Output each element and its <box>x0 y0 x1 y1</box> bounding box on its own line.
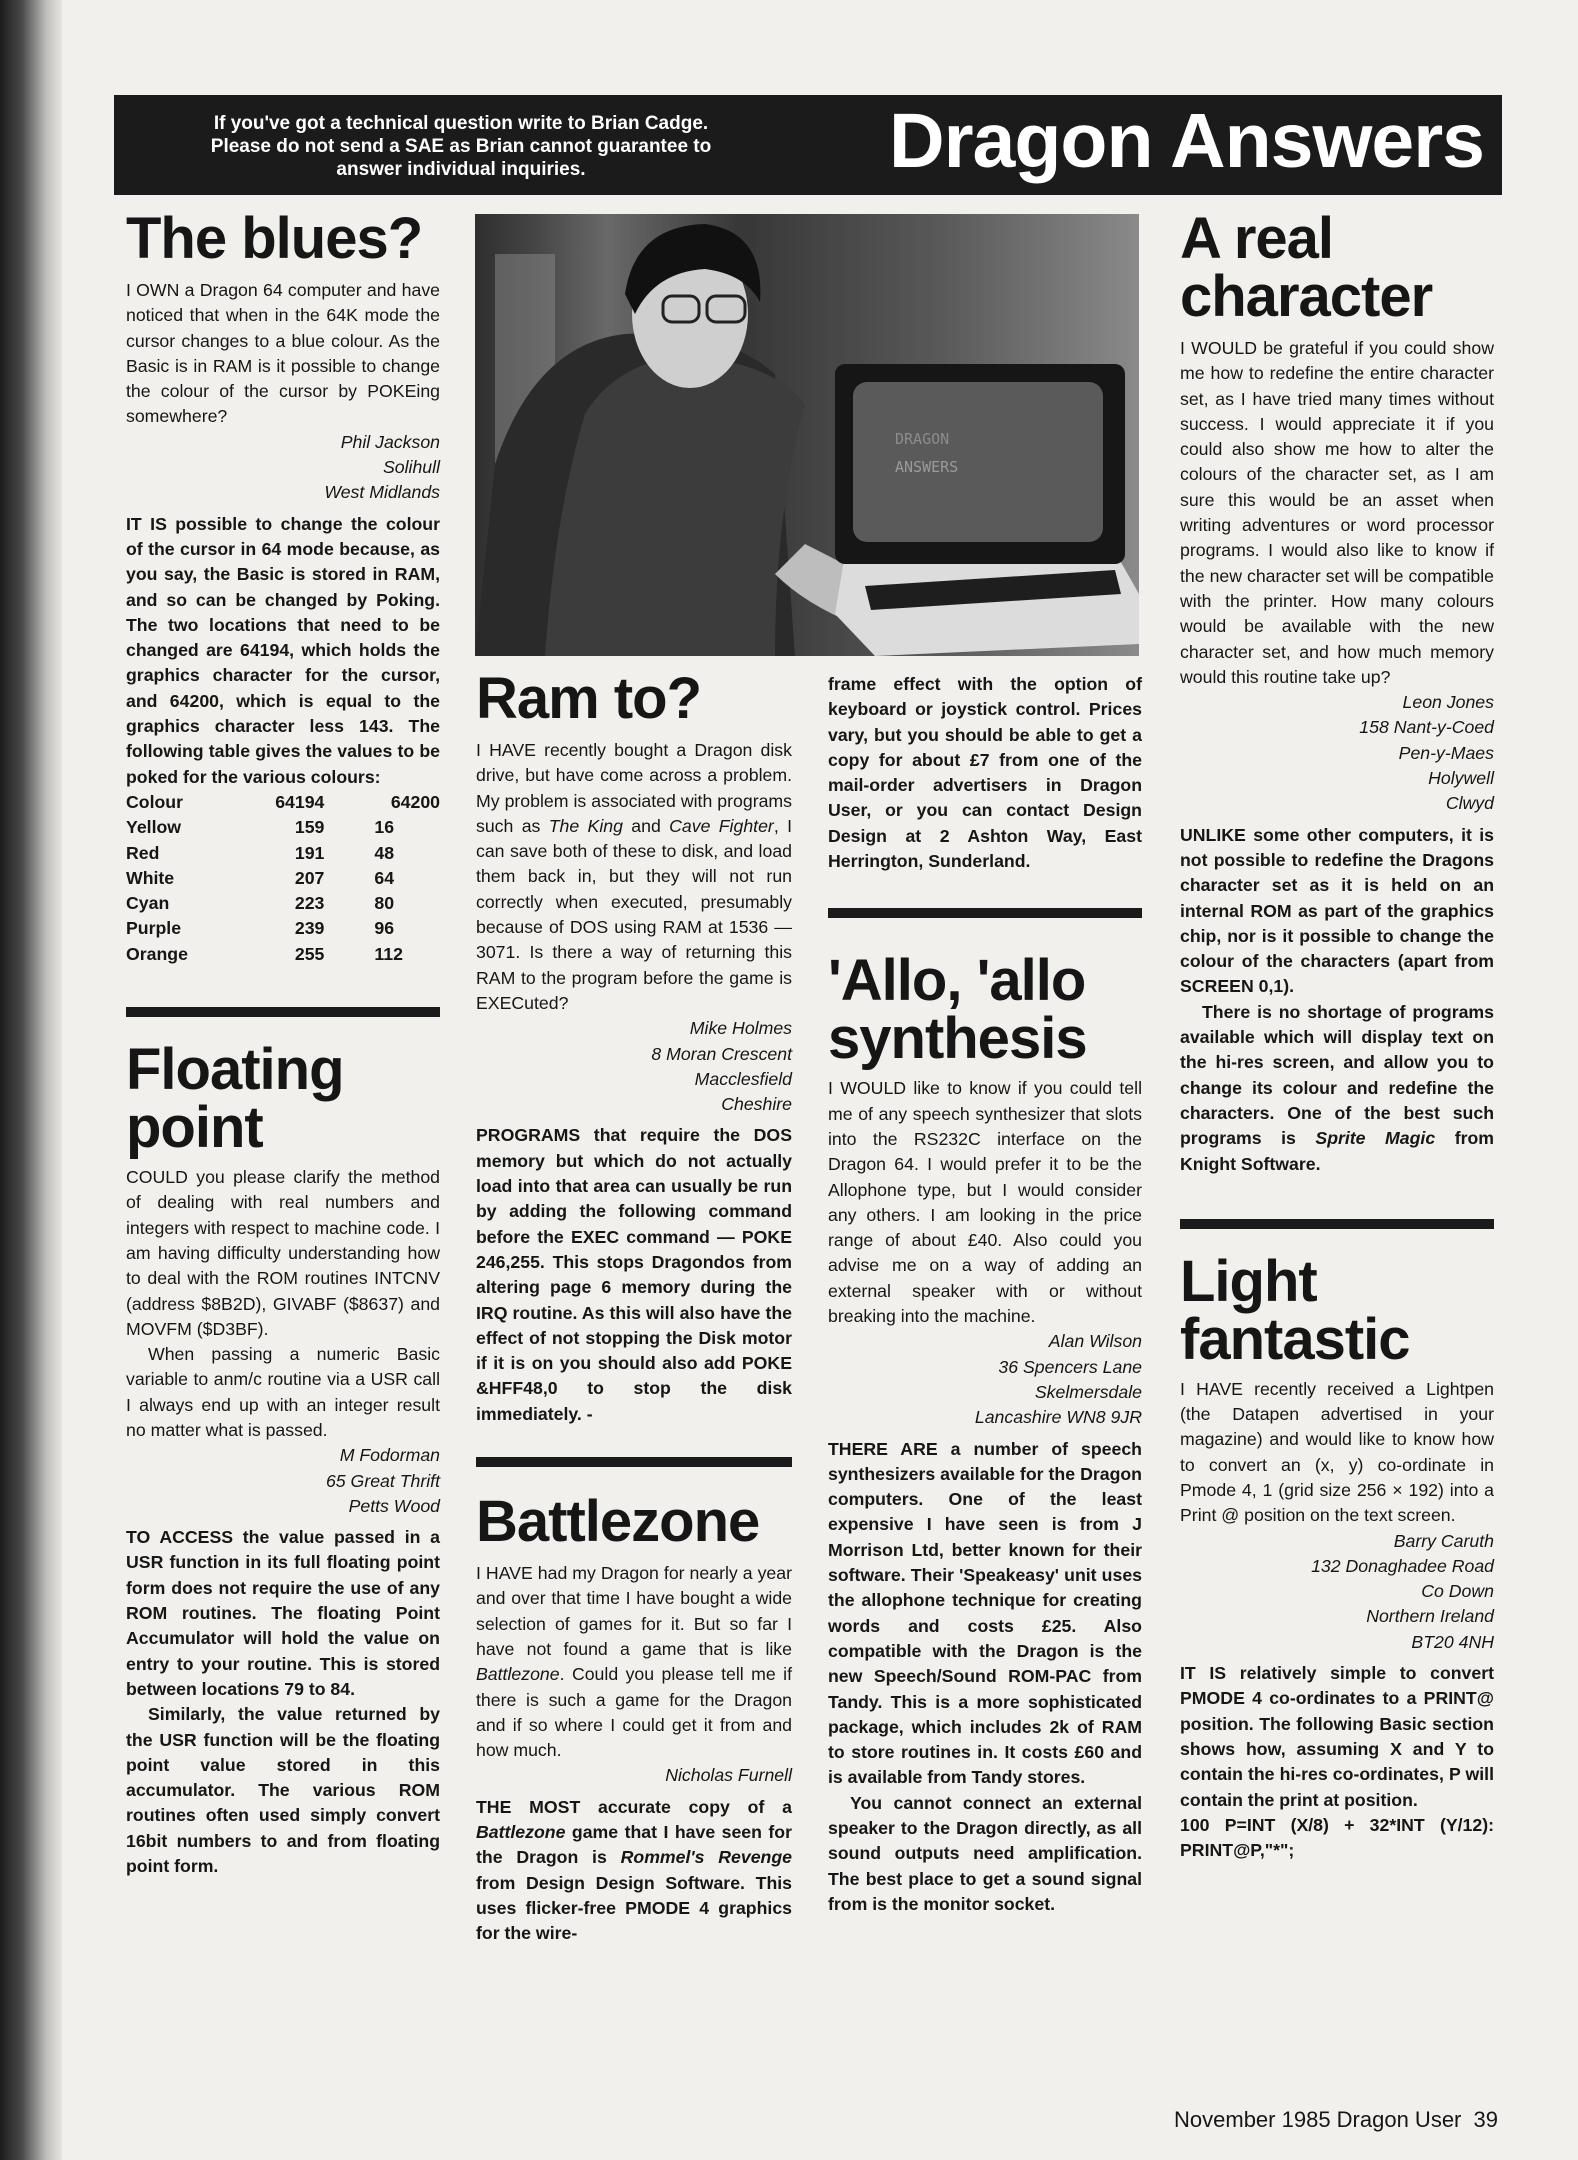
text-run: and <box>622 815 670 836</box>
floating-headline <box>126 1037 440 1161</box>
headline-line: Floating <box>126 1037 344 1103</box>
signature-line: Macclesfield <box>694 1068 792 1089</box>
signature-line: Solihull <box>382 457 440 478</box>
signature-line: Phil Jackson <box>340 431 440 452</box>
character-question: I WOULD be grateful if you could show me how to redefine the entire character set, as I have tried many times without success. I would appreciate it if you could also show me how to alter the colours of the character set, as I am sure this would be an asset when writing adventures or word processor programs. I would also like to know if the new character set will be compatible with the printer. How many colours would be available with the new character set, and how much memory would this routine take up? <box>1180 338 1494 687</box>
photo-brian-cadge <box>475 214 1139 656</box>
headline-line: character <box>1180 264 1433 329</box>
blues-question: I OWN a Dragon 64 computer and have noticed that when in the 64K mode the cursor changes to a blue colour. As the Basic is in RAM is it possible to change the colour of the cursor by POKEing somewhere? <box>126 280 440 427</box>
ram-answer: PROGRAMS that require the DOS memory but which do not actually load into that area can usually be run by adding the following command before the EXEC command — POKE 246,255. This stops Dragondos from altering page 6 memory during the IRQ routine. As this will also have the effect of not stopping the Disk motor if it is on you should also add POKE &HFF48,0 to stop the disk immediately. - <box>476 1125 792 1424</box>
blues-headline: The blues? <box>126 206 423 271</box>
allo-answer-2: You cannot connect an external speaker to the Dragon directly, as all sound outputs need amplification. The best place to get a sound signal from is the monitor socket. <box>828 1792 1142 1914</box>
table-cell: Red <box>126 842 160 863</box>
header-bar <box>114 95 1502 195</box>
floating-answer: TO ACCESS the value passed in a USR function in its full floating point form does not require the use of any ROM routines. The floating Point Accumulator will hold the value on entry to your routine. This is stored between locations 79 to 84. <box>126 1527 440 1699</box>
headline-line: A real <box>1180 206 1334 271</box>
page-number: 39 <box>1473 2107 1498 2132</box>
title-sprite-magic: Sprite Magic <box>1315 1128 1436 1149</box>
table-cell: 191 <box>294 842 325 863</box>
page-spine <box>0 0 62 2160</box>
ram-headline: Ram to? <box>476 666 701 731</box>
table-cell: 223 <box>294 893 325 914</box>
page-footer <box>1152 2105 1498 2135</box>
signature-line: 132 Donaghadee Road <box>1311 1555 1494 1576</box>
signature-line: Co Down <box>1421 1581 1494 1602</box>
colour-table <box>126 790 440 967</box>
light-headline <box>1180 1248 1494 1372</box>
table-cell: 112 <box>374 943 403 964</box>
text-run: game that I have seen for the Dragon is <box>476 1821 792 1868</box>
monitor-text-2: ANSWERS <box>895 458 959 476</box>
header-note-line: answer individual inquiries. <box>336 159 586 180</box>
allo-headline <box>828 948 1142 1072</box>
allo-signature <box>828 1329 1142 1430</box>
character-answer: UNLIKE some other computers, it is not possible to redefine the Dragons character set as it is held on an internal ROM as part of the graphics chip, nor is it possible to change the colour of the characters (apart from SCREEN 0,1). <box>1180 824 1494 997</box>
title-the-king: The King <box>548 815 623 836</box>
table-cell: 16 <box>374 817 395 838</box>
signature-line: 8 Moran Crescent <box>651 1043 792 1064</box>
table-row <box>126 916 440 941</box>
headline-line: point <box>126 1095 263 1161</box>
column-2 <box>476 666 792 1946</box>
table-header-row <box>126 790 440 815</box>
floating-question: COULD you please clarify the method of dealing with real numbers and integers with respect to machine code. I am having difficulty understanding how to deal with the ROM routines INTCNV (address $8B2D), GIVABF ($8637) and MOVFM ($D3BF). <box>126 1167 440 1339</box>
signature-line: Nicholas Furnell <box>665 1765 792 1786</box>
table-cell: 255 <box>294 943 325 964</box>
table-cell: 96 <box>374 918 395 939</box>
headline-line: fantastic <box>1180 1306 1410 1372</box>
signature-line: 158 Nant-y-Coed <box>1359 717 1494 738</box>
text-run: from Knight Software. <box>1180 1128 1494 1174</box>
table-cell: 159 <box>294 817 325 838</box>
signature-line: Lancashire WN8 9JR <box>974 1407 1142 1428</box>
header-note-line: Please do not send a SAE as Brian cannot guarantee to <box>210 136 712 157</box>
battlezone-answer <box>476 1795 792 1947</box>
signature-line: Leon Jones <box>1402 692 1494 713</box>
page-title: Dragon Answers <box>888 98 1484 184</box>
text-run: I HAVE had my Dragon for nearly a year and over that time I have bought a wide selection of games for it. But so far I have not found a game that is like <box>476 1563 792 1659</box>
footer-text: November 1985 Dragon User <box>1174 2107 1462 2132</box>
light-signature <box>1180 1529 1494 1655</box>
ram-question <box>476 738 792 1016</box>
signature-line: Skelmersdale <box>1034 1381 1142 1402</box>
headline-line: 'Allo, 'allo <box>828 948 1086 1014</box>
table-cell: Purple <box>126 918 182 939</box>
light-question: I HAVE recently received a Lightpen (the Datapen advertised in your magazine) and would like to know how to convert an (x, y) co-ordinate in Pmode 4, 1 (grid size 256 × 192) into a Print @ position on the text screen. <box>1180 1378 1494 1526</box>
signature-line: West Midlands <box>324 482 440 503</box>
text-run: I HAVE recently bought a Dragon disk drive, but have come across a problem. My problem is associated with programs such as <box>476 740 792 836</box>
table-cell: Orange <box>126 943 188 964</box>
signature-line: Alan Wilson <box>1048 1331 1142 1352</box>
table-cell: 48 <box>374 842 395 863</box>
light-code: 100 P=INT (X/8) + 32*INT (Y/12): PRINT@P,"*"; <box>1180 1814 1494 1861</box>
signature-line: Petts Wood <box>348 1495 440 1516</box>
character-signature <box>1180 690 1494 816</box>
signature-line: M Fodorman <box>339 1445 440 1466</box>
table-row <box>126 841 440 866</box>
ram-signature <box>476 1016 792 1117</box>
column-1 <box>126 206 440 1879</box>
table-row <box>126 891 440 916</box>
light-answer: IT IS relatively simple to convert PMODE 4 co-ordinates to a PRINT@ position. The following Basic section shows how, assuming X and Y to contain the hi-res co-ordinates, P will contain the print at position. <box>1180 1663 1494 1810</box>
floating-signature <box>126 1443 440 1519</box>
title-rommels-revenge: Rommel's Revenge <box>620 1847 792 1868</box>
table-cell: 64 <box>374 867 395 888</box>
text-run: from Design Design Software. This uses flicker-free PMODE 4 graphics for the wire- <box>476 1872 792 1944</box>
battlezone-headline: Battlezone <box>476 1489 760 1555</box>
section-rule <box>828 908 1142 918</box>
signature-line: 65 Great Thrift <box>325 1470 440 1491</box>
column-3 <box>828 672 1142 1917</box>
title-battlezone: Battlezone <box>476 1664 560 1685</box>
signature-line: Northern Ireland <box>1366 1606 1494 1627</box>
table-header: Colour <box>126 791 183 812</box>
table-row <box>126 942 440 967</box>
table-cell: Cyan <box>126 893 170 914</box>
text-run: There is no shortage of programs available which will display text on the hi-res screen, and allow you to change its colour and redefine the characters. One of the best such programs is <box>1180 1001 1494 1149</box>
character-answer-2 <box>1180 1000 1494 1177</box>
blues-answer: IT IS possible to change the colour of the cursor in 64 mode because, as you say, the Basic is stored in RAM, and so can be changed by Poking. The two locations that need to be changed are 64194, which holds the graphics character for the cursor, and 64200, which is equal to the graphics character less 143. The following table gives the values to be poked for the various colours: <box>126 513 440 787</box>
floating-answer-2: Similarly, the value returned by the USR function will be the floating point value stored in this accumulator. The various ROM routines often used simply convert 16bit numbers to and from floating point form. <box>126 1704 440 1877</box>
title-cave-fighter: Cave Fighter <box>669 815 774 836</box>
section-rule <box>476 1457 792 1467</box>
battlezone-question <box>476 1561 792 1763</box>
table-cell: Yellow <box>126 817 182 838</box>
table-cell: 80 <box>374 893 395 914</box>
text-run: THE MOST accurate copy of a <box>476 1796 792 1817</box>
signature-line: Holywell <box>1428 768 1494 789</box>
headline-line: synthesis <box>828 1006 1087 1072</box>
header-note <box>126 112 796 181</box>
header-note-line: If you've got a technical question write to Brian Cadge. <box>213 113 709 134</box>
column-4 <box>1180 206 1494 1863</box>
signature-line: Mike Holmes <box>689 1018 792 1039</box>
signature-line: BT20 4NH <box>1411 1631 1494 1652</box>
table-row <box>126 815 440 840</box>
text-run: . Could you please tell me if there is such a game for the Dragon and if so where I could get it from and how much. <box>476 1664 792 1761</box>
character-headline <box>1180 206 1494 329</box>
floating-question-2: When passing a numeric Basic variable to anm/c routine via a USR call I always end up with an integer result no matter what is passed. <box>126 1344 440 1440</box>
battlezone-answer-continued: frame effect with the option of keyboard or joystick control. Prices vary, but you should be able to get a copy for about £7 from one of the mail-order advertisers in Dragon User, or you can contact Design Design at 2 Ashton Way, East Herrington, Sunderland. <box>828 674 1142 872</box>
battlezone-signature <box>476 1763 792 1788</box>
section-rule <box>1180 1219 1494 1229</box>
title-battlezone: Battlezone <box>476 1821 566 1842</box>
photo-illustration <box>475 214 1139 656</box>
table-cell: 239 <box>294 918 325 939</box>
signature-line: Barry Caruth <box>1393 1530 1494 1551</box>
table-row <box>126 866 440 891</box>
allo-answer: THERE ARE a number of speech synthesizers available for the Dragon computers. One of the least expensive I have seen is from J Morrison Ltd, better known for their software. Their 'Speakeasy' unit uses the allophone technique for creating words and costs £25. Also compatible with the Dragon is the new Speech/Sound ROM-PAC from Tandy. This is a more sophisticated package, which includes 2k of RAM to store routines in. It costs £60 and is available from Tandy stores. <box>828 1438 1142 1788</box>
monitor-text-1: DRAGON <box>895 430 950 448</box>
table-cell: White <box>126 867 175 888</box>
blues-signature <box>126 430 440 506</box>
table-header: 64200 <box>390 791 440 812</box>
signature-line: 36 Spencers Lane <box>998 1356 1142 1377</box>
allo-question: I WOULD like to know if you could tell me of any speech synthesizer that slots into the RS232C interface on the Dragon 64. I would prefer it to be the Allophone type, but I would consider any others. I am looking in the price range of about £40. Also could you advise me on a way of adding an external speaker with or without breaking into the machine. <box>828 1078 1142 1327</box>
section-rule <box>126 1007 440 1017</box>
text-run: , I can save both of these to disk, and load them back in, but they will not run correctly when executed, presumably because of DOS using RAM at 1536 — 3071. Is there a way of returning this RAM to the program before the game is EXECuted? <box>476 815 792 1013</box>
signature-line: Clwyd <box>1445 793 1494 814</box>
headline-line: Light <box>1180 1248 1317 1314</box>
signature-line: Cheshire <box>721 1094 792 1115</box>
signature-line: Pen-y-Maes <box>1398 742 1494 763</box>
table-cell: 207 <box>294 867 325 888</box>
table-header: 64194 <box>275 791 325 812</box>
